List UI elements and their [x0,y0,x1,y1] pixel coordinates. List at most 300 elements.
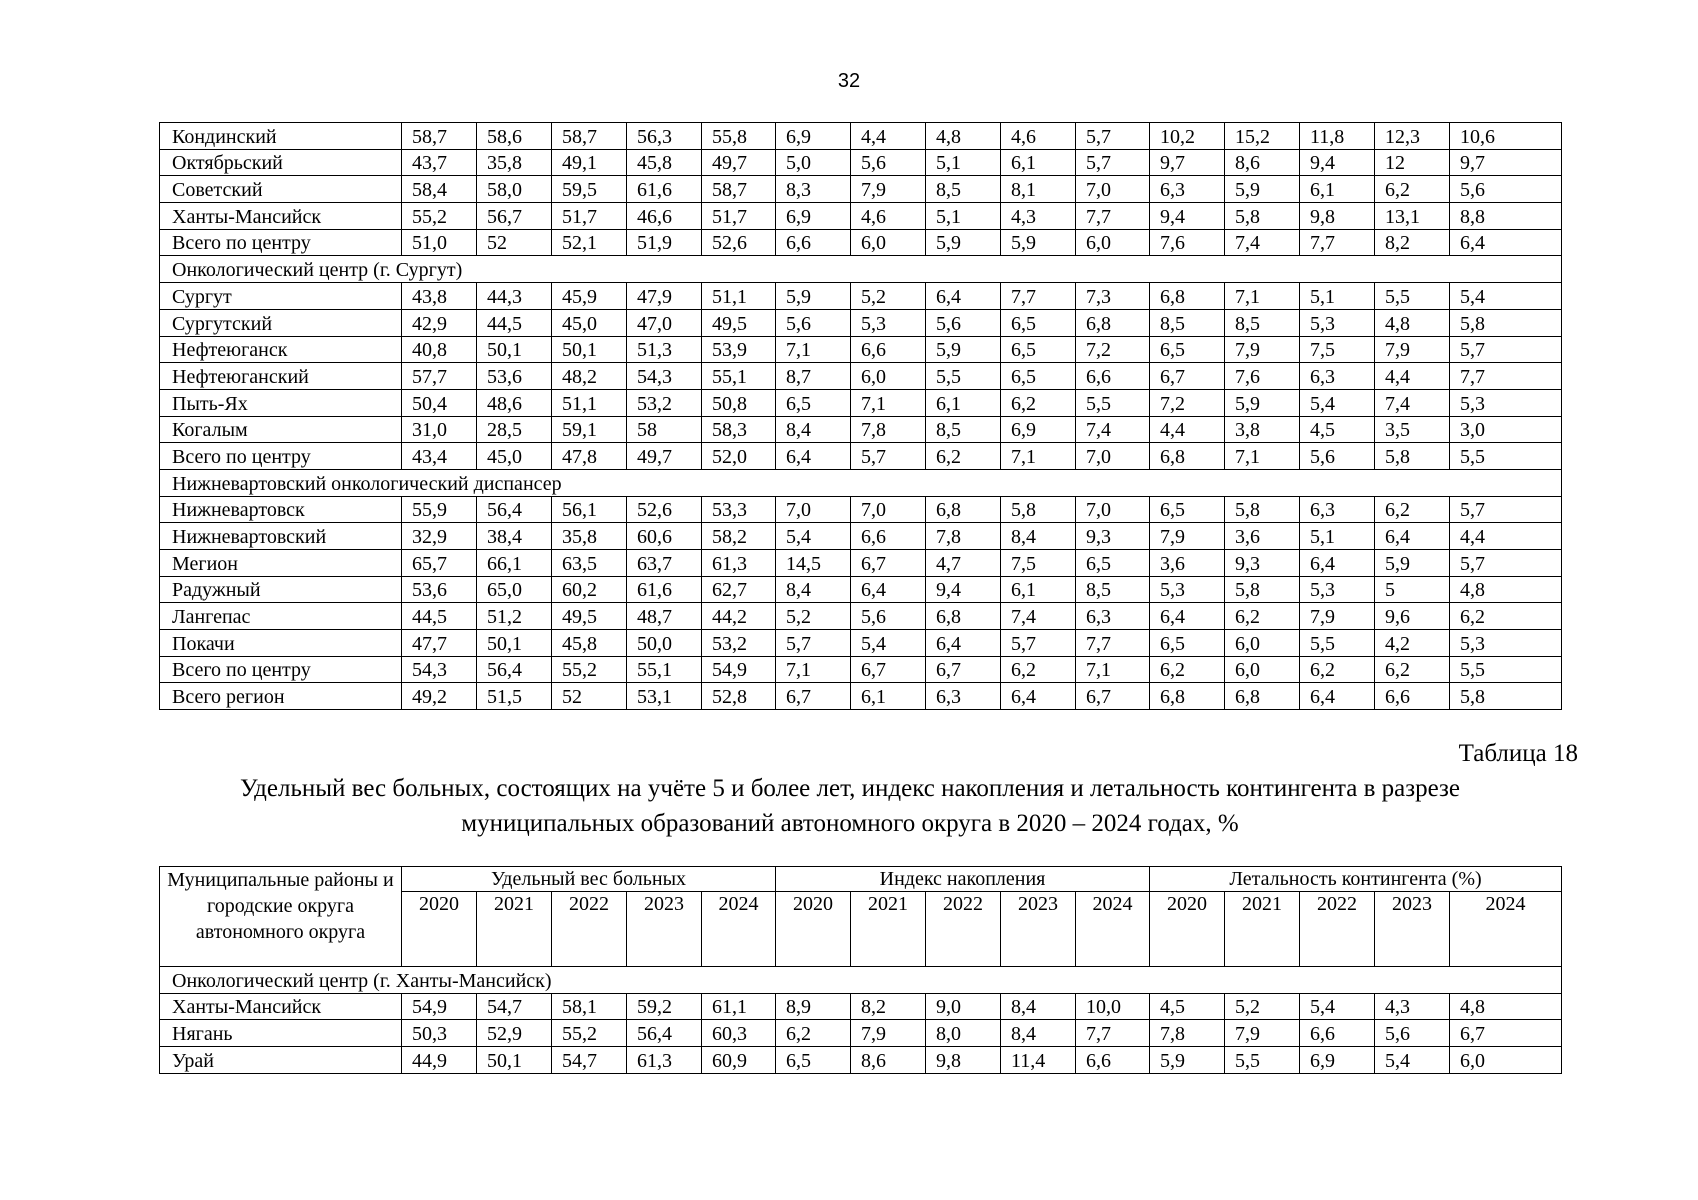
section-title: Онкологический центр (г. Ханты-Мансийск) [160,967,1562,994]
cell-value: 49,7 [627,443,702,470]
cell-value: 6,7 [926,656,1001,683]
cell-value: 54,9 [402,993,477,1020]
cell-value: 6,2 [1001,389,1076,416]
cell-value: 31,0 [402,416,477,443]
cell-value: 4,8 [1450,993,1562,1020]
cell-value: 7,6 [1225,363,1300,390]
continuation-table [159,122,1562,710]
header-municipal: Муниципальные районы и городские округа автономного округа [160,867,402,967]
cell-value: 5,5 [1076,389,1150,416]
cell-value: 6,4 [926,283,1001,310]
cell-value: 6,5 [1150,496,1225,523]
cell-value: 6,4 [926,630,1001,657]
cell-value: 54,7 [552,1047,627,1074]
cell-value: 5,5 [926,363,1001,390]
cell-value: 5,6 [851,603,926,630]
cell-value: 6,0 [851,229,926,256]
cell-value: 5,1 [926,203,1001,230]
cell-value: 8,4 [1001,523,1076,550]
cell-value: 32,9 [402,523,477,550]
cell-value: 65,0 [477,576,552,603]
cell-value: 6,1 [1300,176,1375,203]
cell-value: 52,6 [627,496,702,523]
cell-value: 5,9 [776,283,851,310]
table-title [150,771,1550,841]
cell-value: 47,8 [552,443,627,470]
cell-value: 9,8 [1300,203,1375,230]
cell-value: 8,5 [1076,576,1150,603]
cell-value: 6,8 [1076,309,1150,336]
cell-value: 7,1 [1001,443,1076,470]
table-row [160,203,1562,230]
cell-value: 5,5 [1450,656,1562,683]
cell-value: 5,2 [851,283,926,310]
cell-value: 8,2 [851,993,926,1020]
cell-value: 6,4 [1150,603,1225,630]
cell-value: 43,8 [402,283,477,310]
cell-value: 11,8 [1300,123,1375,150]
cell-value: 45,9 [552,283,627,310]
table-label: Таблица 18 [1458,740,1578,767]
cell-value: 61,6 [627,176,702,203]
cell-value: 54,3 [627,363,702,390]
cell-value: 55,2 [552,656,627,683]
cell-value: 7,7 [1450,363,1562,390]
table-title-line-1: Удельный вес больных, состоящих на учёте 5 и более лет, индекс накопления и летальность контингента в разрезе [239,775,1460,802]
cell-value: 60,6 [627,523,702,550]
cell-value: 50,1 [477,336,552,363]
cell-value: 6,8 [1150,683,1225,710]
table-row [160,523,1562,550]
cell-value: 5,7 [776,630,851,657]
cell-value: 5,9 [926,229,1001,256]
cell-value: 6,3 [1300,496,1375,523]
cell-value: 6,5 [776,389,851,416]
cell-value: 5,4 [1450,283,1562,310]
cell-value: 43,7 [402,149,477,176]
cell-value: 6,9 [1001,416,1076,443]
cell-value: 45,0 [552,309,627,336]
cell-value: 14,5 [776,550,851,577]
cell-value: 5,7 [1450,496,1562,523]
table-row [160,656,1562,683]
cell-value: 56,4 [627,1020,702,1047]
table-row [160,630,1562,657]
table-row [160,1020,1562,1047]
cell-value: 55,8 [702,123,776,150]
cell-value: 61,3 [702,550,776,577]
cell-value: 6,4 [1375,523,1450,550]
table-row [160,336,1562,363]
cell-value: 49,1 [552,149,627,176]
cell-value: 6,0 [1225,630,1300,657]
table-row [160,683,1562,710]
cell-value: 7,9 [1225,1020,1300,1047]
cell-value: 6,6 [776,229,851,256]
cell-value: 6,4 [1300,683,1375,710]
cell-value: 4,4 [1450,523,1562,550]
cell-value: 7,7 [1001,283,1076,310]
cell-value: 3,6 [1225,523,1300,550]
header-year: 2023 [627,892,702,967]
cell-value: 5,7 [1076,123,1150,150]
cell-value: 40,8 [402,336,477,363]
cell-value: 6,1 [1001,576,1076,603]
cell-value: 5,6 [776,309,851,336]
cell-value: 6,6 [851,336,926,363]
table-row [160,283,1562,310]
cell-value: 55,2 [402,203,477,230]
cell-value: 58,0 [477,176,552,203]
cell-value: 8,5 [1150,309,1225,336]
cell-value: 5,3 [1300,576,1375,603]
cell-value: 6,5 [1150,630,1225,657]
cell-value: 53,9 [702,336,776,363]
cell-value: 3,6 [1150,550,1225,577]
cell-value: 51,7 [552,203,627,230]
cell-value: 49,5 [552,603,627,630]
cell-value: 59,2 [627,993,702,1020]
cell-value: 5,9 [1225,176,1300,203]
cell-value: 6,4 [1450,229,1562,256]
cell-value: 5,9 [926,336,1001,363]
cell-value: 61,3 [627,1047,702,1074]
cell-value: 7,2 [1076,336,1150,363]
table-row [160,496,1562,523]
cell-value: 45,0 [477,443,552,470]
cell-value: 6,2 [1450,603,1562,630]
cell-value: 50,8 [702,389,776,416]
cell-value: 38,4 [477,523,552,550]
cell-value: 6,7 [851,656,926,683]
cell-value: 6,5 [1001,363,1076,390]
cell-value: 52,0 [702,443,776,470]
cell-value: 5,3 [851,309,926,336]
cell-value: 5,9 [1225,389,1300,416]
cell-value: 5,7 [851,443,926,470]
cell-value: 4,4 [1375,363,1450,390]
cell-value: 10,0 [1076,993,1150,1020]
row-label: Ханты-Мансийск [160,993,402,1020]
cell-value: 6,0 [1450,1047,1562,1074]
cell-value: 50,4 [402,389,477,416]
cell-value: 45,8 [552,630,627,657]
cell-value: 63,5 [552,550,627,577]
table-row [160,993,1562,1020]
cell-value: 4,2 [1375,630,1450,657]
cell-value: 7,1 [1076,656,1150,683]
row-label: Мегион [160,550,402,577]
cell-value: 6,6 [1076,1047,1150,1074]
header-year: 2020 [1150,892,1225,967]
row-label: Советский [160,176,402,203]
cell-value: 6,3 [1150,176,1225,203]
cell-value: 6,8 [926,603,1001,630]
cell-value: 12 [1375,149,1450,176]
header-year: 2023 [1375,892,1450,967]
cell-value: 53,6 [477,363,552,390]
cell-value: 9,4 [926,576,1001,603]
cell-value: 5,4 [1375,1047,1450,1074]
cell-value: 6,2 [1300,656,1375,683]
cell-value: 7,9 [1150,523,1225,550]
cell-value: 52,6 [702,229,776,256]
cell-value: 8,6 [851,1047,926,1074]
cell-value: 6,0 [1225,656,1300,683]
cell-value: 5,5 [1300,630,1375,657]
cell-value: 6,2 [1150,656,1225,683]
cell-value: 7,9 [851,1020,926,1047]
cell-value: 5,4 [1300,993,1375,1020]
cell-value: 8,4 [776,576,851,603]
cell-value: 7,8 [926,523,1001,550]
table-row [160,443,1562,470]
cell-value: 42,9 [402,309,477,336]
row-label: Нягань [160,1020,402,1047]
cell-value: 49,2 [402,683,477,710]
cell-value: 50,1 [552,336,627,363]
header-year: 2024 [1450,892,1562,967]
cell-value: 7,0 [776,496,851,523]
header-year: 2021 [851,892,926,967]
cell-value: 5,9 [1001,229,1076,256]
cell-value: 4,5 [1150,993,1225,1020]
cell-value: 61,1 [702,993,776,1020]
cell-value: 51,1 [702,283,776,310]
table-row [160,149,1562,176]
cell-value: 6,9 [1300,1047,1375,1074]
header-group-lethality: Летальность контингента (%) [1150,867,1562,892]
cell-value: 7,1 [851,389,926,416]
cell-value: 6,7 [851,550,926,577]
cell-value: 6,8 [1150,443,1225,470]
row-label: Нефтеюганск [160,336,402,363]
cell-value: 6,3 [1076,603,1150,630]
cell-value: 6,8 [1225,683,1300,710]
cell-value: 52 [477,229,552,256]
cell-value: 47,7 [402,630,477,657]
cell-value: 8,7 [776,363,851,390]
cell-value: 6,4 [776,443,851,470]
header-year: 2024 [702,892,776,967]
cell-value: 60,2 [552,576,627,603]
cell-value: 52,1 [552,229,627,256]
cell-value: 56,7 [477,203,552,230]
page-number: 32 [837,70,861,92]
cell-value: 6,7 [1076,683,1150,710]
cell-value: 8,5 [1225,309,1300,336]
header-year: 2022 [926,892,1001,967]
cell-value: 7,4 [1076,416,1150,443]
cell-value: 8,8 [1450,203,1562,230]
cell-value: 6,4 [1300,550,1375,577]
cell-value: 53,6 [402,576,477,603]
cell-value: 5,6 [1300,443,1375,470]
row-label: Покачи [160,630,402,657]
row-label: Всего по центру [160,656,402,683]
cell-value: 7,5 [1001,550,1076,577]
cell-value: 5,6 [1450,176,1562,203]
header-year: 2023 [1001,892,1076,967]
cell-value: 7,7 [1076,1020,1150,1047]
cell-value: 7,0 [1076,443,1150,470]
cell-value: 6,4 [851,576,926,603]
cell-value: 56,1 [552,496,627,523]
cell-value: 5,8 [1225,496,1300,523]
cell-value: 8,9 [776,993,851,1020]
cell-value: 5,8 [1225,203,1300,230]
cell-value: 56,3 [627,123,702,150]
cell-value: 49,5 [702,309,776,336]
cell-value: 7,8 [851,416,926,443]
cell-value: 6,2 [1375,176,1450,203]
cell-value: 7,4 [1001,603,1076,630]
cell-value: 6,2 [926,443,1001,470]
cell-value: 5,9 [1375,550,1450,577]
cell-value: 65,7 [402,550,477,577]
cell-value: 10,2 [1150,123,1225,150]
row-label: Сургут [160,283,402,310]
cell-value: 59,5 [552,176,627,203]
cell-value: 60,9 [702,1047,776,1074]
cell-value: 6,4 [1001,683,1076,710]
row-label: Когалым [160,416,402,443]
cell-value: 4,8 [1375,309,1450,336]
cell-value: 5,3 [1150,576,1225,603]
cell-value: 66,1 [477,550,552,577]
cell-value: 7,7 [1076,203,1150,230]
cell-value: 5,8 [1450,309,1562,336]
cell-value: 6,8 [926,496,1001,523]
cell-value: 55,1 [627,656,702,683]
cell-value: 5,8 [1001,496,1076,523]
row-label: Кондинский [160,123,402,150]
cell-value: 7,9 [851,176,926,203]
cell-value: 6,3 [1300,363,1375,390]
cell-value: 6,9 [776,203,851,230]
cell-value: 43,4 [402,443,477,470]
cell-value: 3,0 [1450,416,1562,443]
cell-value: 51,5 [477,683,552,710]
cell-value: 5,8 [1225,576,1300,603]
cell-value: 58 [627,416,702,443]
section-row [160,967,1562,994]
cell-value: 55,1 [702,363,776,390]
cell-value: 56,4 [477,656,552,683]
table-row [160,309,1562,336]
cell-value: 5,4 [851,630,926,657]
cell-value: 50,1 [477,1047,552,1074]
cell-value: 6,5 [1001,336,1076,363]
row-label: Всего по центру [160,443,402,470]
row-label: Сургутский [160,309,402,336]
cell-value: 44,9 [402,1047,477,1074]
cell-value: 58,7 [552,123,627,150]
cell-value: 10,6 [1450,123,1562,150]
table-title-line-2: муниципальных образований автономного округа в 2020 – 2024 годах, % [461,810,1239,837]
cell-value: 5,5 [1225,1047,1300,1074]
cell-value: 7,5 [1300,336,1375,363]
row-label: Пыть-Ях [160,389,402,416]
cell-value: 58,6 [477,123,552,150]
cell-value: 5,1 [926,149,1001,176]
cell-value: 4,8 [926,123,1001,150]
cell-value: 6,6 [1300,1020,1375,1047]
cell-value: 6,1 [851,683,926,710]
row-label: Нефтеюганский [160,363,402,390]
cell-value: 44,2 [702,603,776,630]
cell-value: 6,2 [1375,496,1450,523]
cell-value: 6,1 [1001,149,1076,176]
cell-value: 9,7 [1150,149,1225,176]
cell-value: 61,6 [627,576,702,603]
cell-value: 5,3 [1300,309,1375,336]
cell-value: 7,1 [776,656,851,683]
row-label: Октябрьский [160,149,402,176]
table-row [160,176,1562,203]
cell-value: 5,7 [1450,336,1562,363]
cell-value: 8,6 [1225,149,1300,176]
cell-value: 6,2 [1225,603,1300,630]
cell-value: 6,5 [776,1047,851,1074]
cell-value: 4,4 [851,123,926,150]
cell-value: 5,5 [1375,283,1450,310]
cell-value: 6,6 [851,523,926,550]
cell-value: 35,8 [552,523,627,550]
cell-value: 58,1 [552,993,627,1020]
cell-value: 48,6 [477,389,552,416]
cell-value: 6,7 [1150,363,1225,390]
cell-value: 51,9 [627,229,702,256]
cell-value: 53,2 [627,389,702,416]
section-row [160,256,1562,283]
header-year: 2022 [1300,892,1375,967]
cell-value: 47,9 [627,283,702,310]
cell-value: 62,7 [702,576,776,603]
cell-value: 9,6 [1375,603,1450,630]
header-year: 2024 [1076,892,1150,967]
cell-value: 59,1 [552,416,627,443]
header-group-index: Индекс накопления [776,867,1150,892]
cell-value: 58,7 [402,123,477,150]
cell-value: 58,4 [402,176,477,203]
row-label: Нижневартовск [160,496,402,523]
cell-value: 52,8 [702,683,776,710]
cell-value: 6,2 [776,1020,851,1047]
header-group-share: Удельный вес больных [402,867,776,892]
row-label: Ханты-Мансийск [160,203,402,230]
cell-value: 46,6 [627,203,702,230]
table-row [160,123,1562,150]
cell-value: 9,4 [1300,149,1375,176]
cell-value: 8,1 [1001,176,1076,203]
cell-value: 8,2 [1375,229,1450,256]
header-year: 2021 [477,892,552,967]
cell-value: 15,2 [1225,123,1300,150]
cell-value: 5,5 [1450,443,1562,470]
cell-value: 7,0 [851,496,926,523]
cell-value: 13,1 [1375,203,1450,230]
cell-value: 5,7 [1076,149,1150,176]
cell-value: 6,9 [776,123,851,150]
cell-value: 54,3 [402,656,477,683]
cell-value: 51,0 [402,229,477,256]
cell-value: 9,0 [926,993,1001,1020]
cell-value: 6,0 [851,363,926,390]
cell-value: 45,8 [627,149,702,176]
cell-value: 12,3 [1375,123,1450,150]
cell-value: 7,9 [1375,336,1450,363]
